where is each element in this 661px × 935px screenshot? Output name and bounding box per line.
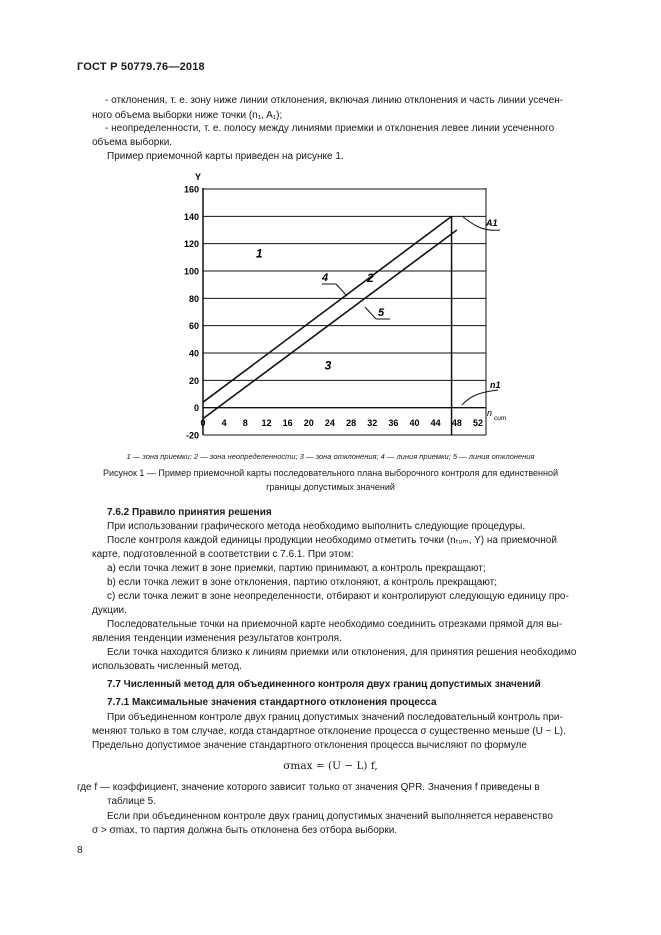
y-tick-label: 0 — [193, 403, 199, 414]
intro-line-4: объема выборки. — [92, 137, 173, 148]
callout-leader-4 — [336, 284, 347, 296]
x-tick-label: 28 — [346, 418, 357, 428]
section-762-item-c1: c) если точка лежит в зоне неопределенности, отбирают и контролируют следующую единицу про- — [107, 591, 569, 602]
zone-label-uncertainty: 2 — [366, 270, 374, 285]
standard-header: ГОСТ Р 50779.76—2018 — [77, 61, 205, 73]
x-axis-label-sub: cum — [494, 415, 507, 422]
section-771-para-1b: меняют только в том случае, когда стандартное отклонение процесса σ существенно меньше (U − L). — [92, 726, 566, 737]
callout-label-A1: A1 — [486, 218, 498, 228]
section-762-para-3a: Последовательные точки на приемочной карте необходимо соединить отрезками прямой для вы- — [107, 619, 563, 630]
y-tick-label: 20 — [188, 375, 199, 386]
x-axis-label: n — [487, 408, 493, 418]
intro-line-2: ного объема выборки ниже точки (n₁, A₁); — [92, 110, 283, 121]
intro-line-1: - отклонения, т. е. зону ниже линии отклонения, включая линию отклонения и часть линии усечен- — [105, 95, 564, 106]
intro-line-5: Пример приемочной карты приведен на рисунке 1. — [107, 151, 344, 162]
y-tick-label: -20 — [185, 430, 199, 440]
callout-label-n1: n1 — [490, 380, 501, 390]
x-tick-label: 24 — [324, 418, 335, 428]
section-762-para-2a: После контроля каждой единицы продукции необходимо отметить точки (nₜᵤₘ, Y) на приемочной — [107, 535, 557, 546]
y-tick-label: 120 — [183, 239, 199, 250]
where-line-1: где f — коэффициент, значение которого зависит только от значения QPR. Значения f приведены в — [77, 782, 540, 793]
figure-caption-line-1: Рисунок 1 — Пример приемочной карты последовательного плана выборочного контроля для единственной — [102, 468, 559, 478]
callout-label-4: 4 — [322, 272, 329, 284]
y-tick-labels — [184, 185, 199, 441]
intro-line-3: - неопределенности, т. е. полосу между линиями приемки и отклонения левее линии усеченного — [105, 123, 555, 134]
section-762-para-4a: Если точка находится близко к линиям приемки или отклонения, для принятия решения необходимо — [107, 647, 577, 658]
y-axis-label: Y — [195, 172, 202, 182]
x-tick-label: 48 — [451, 418, 462, 428]
section-762-title: 7.6.2 Правило принятия решения — [107, 507, 272, 518]
x-tick-label: 20 — [303, 418, 314, 428]
section-762-item-c2: дукции. — [92, 605, 127, 616]
zone-label-rejection: 3 — [324, 358, 332, 373]
y-tick-label: 40 — [188, 348, 199, 359]
section-762-para-3b: явления тенденции изменения результатов контроля. — [92, 633, 342, 644]
y-tick-label: 140 — [183, 211, 199, 222]
page-number: 8 — [77, 845, 83, 856]
section-762-para-4b: использовать численный метод. — [92, 661, 242, 672]
figure-legend: 1 — зона приемки; 2 — зона неопределенности; 3 — зона отклонения; 4 — линия приемки; 5 — линия отклонения — [126, 452, 535, 461]
x-tick-label: 12 — [261, 418, 272, 428]
x-tick-label: 8 — [242, 418, 248, 428]
callout-n1 — [462, 380, 501, 405]
callout-leader-5 — [365, 307, 376, 319]
figure-caption-line-2: границы допустимых значений — [266, 482, 395, 492]
section-762-item-a: a) если точка лежит в зоне приемки, партию принимают, а контроль прекращают; — [107, 563, 486, 574]
callout-label-5: 5 — [378, 307, 385, 319]
x-tick-label: 36 — [388, 418, 399, 428]
sigma-max-formula: σmax = (U − L) f, — [283, 760, 378, 772]
x-tick-label: 40 — [409, 418, 420, 428]
acceptance-chart — [0, 0, 661, 440]
y-tick-label: 80 — [188, 293, 199, 304]
section-77-title: 7.7 Численный метод для объединенного контроля двух границ допустимых значений — [107, 679, 541, 690]
section-762-item-b: b) если точка лежит в зоне отклонения, партию отклоняют, а контроль прекращают; — [107, 577, 497, 588]
x-tick-label: 16 — [282, 418, 293, 428]
x-tick-label: 44 — [430, 418, 441, 428]
callout-line-5 — [365, 307, 390, 319]
y-tick-label: 160 — [183, 184, 199, 195]
x-tick-label: 4 — [221, 418, 227, 428]
section-771-para-1a: При объединенном контроле двух границ допустимых значений последовательный контроль при- — [107, 712, 563, 723]
callout-A1 — [462, 216, 500, 230]
callout-leader-n1 — [462, 390, 498, 405]
y-tick-label: 100 — [183, 266, 199, 277]
zone-label-acceptance: 1 — [255, 246, 263, 261]
section-771-title: 7.7.1 Максимальные значения стандартного отклонения процесса — [107, 697, 437, 708]
callout-line-4 — [321, 272, 347, 296]
chart-axes — [203, 188, 486, 435]
series-line-4 — [203, 216, 452, 402]
x-tick-labels — [200, 418, 483, 428]
where-line-2: таблице 5. — [107, 796, 157, 807]
x-tick-label: 32 — [367, 418, 378, 428]
section-771-para-2a: Если при объединенном контроле двух границ допустимых значений выполняется неравенство — [107, 811, 553, 822]
section-762-para-2b: карте, подготовленной в соответствии с 7.6.1. При этом: — [92, 549, 354, 560]
section-762-para-1: При использовании графического метода необходимо выполнить следующие процедуры. — [107, 521, 526, 532]
x-tick-label: 0 — [200, 418, 206, 428]
y-tick-label: 60 — [188, 321, 199, 332]
section-771-para-1c: Предельно допустимое значение стандартного отклонения процесса вычисляют по формуле — [92, 740, 527, 751]
series-line-5 — [203, 230, 457, 419]
x-tick-label: 52 — [472, 418, 484, 428]
x-axis-title — [487, 408, 507, 422]
section-771-para-2b: σ > σmax, то партия должна быть отклонена без отбора выборки. — [92, 825, 398, 836]
chart-series — [203, 216, 457, 418]
